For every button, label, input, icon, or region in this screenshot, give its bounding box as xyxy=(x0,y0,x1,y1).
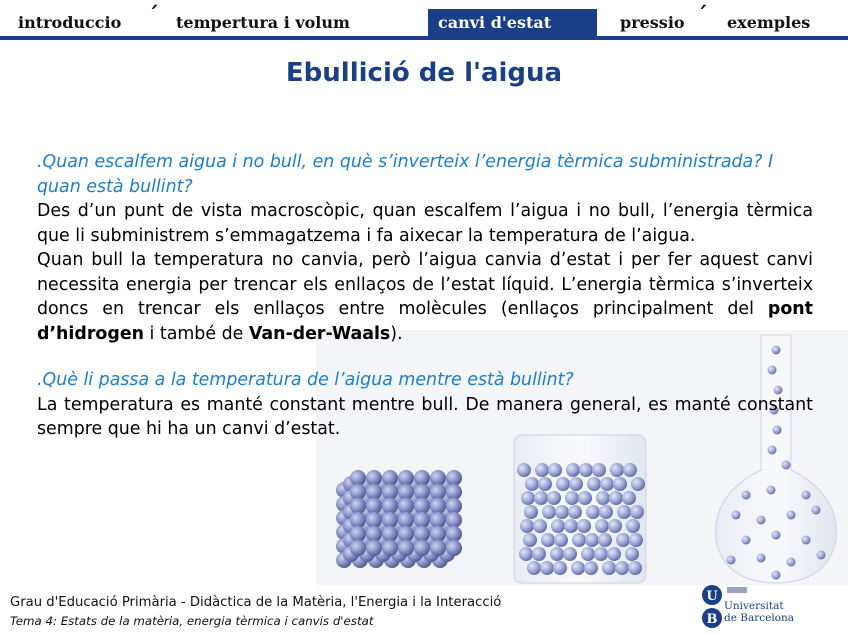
particle xyxy=(581,547,595,561)
particle xyxy=(568,505,582,519)
particle xyxy=(382,540,398,556)
particle xyxy=(550,547,564,561)
particle xyxy=(782,461,791,470)
solid-particles xyxy=(336,470,462,568)
nav-item-exemples[interactable]: exemples xyxy=(727,13,811,32)
particle xyxy=(532,547,546,561)
paragraph-2: Quan bull la temperatura no canvia, però l’aigua canvia d’estat i per fer aquest canvi necessita energia per trencar els enllaços de l’estat líquid. L’energia tèrmica s’inverteix doncs en trencar els enllaços entre molècules (enllaços principalment del pont d’hidrogen i també de Van-der-Waals). xyxy=(37,250,813,344)
particle xyxy=(414,484,430,500)
particle xyxy=(592,463,606,477)
particle xyxy=(599,505,613,519)
particle xyxy=(577,519,591,533)
particle xyxy=(772,571,781,580)
particle xyxy=(578,491,592,505)
particle xyxy=(817,551,826,560)
particle xyxy=(446,526,462,542)
footer-topic: Tema 4: Estats de la matèria, energia tèrmica i canvis d'estat xyxy=(10,614,374,628)
particle xyxy=(608,519,622,533)
particle xyxy=(542,505,556,519)
page-title: Ebullició de l'aigua xyxy=(285,58,563,88)
paragraph-1: Des d’un punt de vista macroscòpic, quan escalfem l’aigua i no bull, l’energia tèrmica que li subministrem s’emmagatzema i fa aixecar la temperatura de l’aigua. xyxy=(37,201,813,246)
particle xyxy=(613,477,627,491)
particle xyxy=(446,512,462,528)
particle xyxy=(607,547,621,561)
nav-item-canvi-estat[interactable]: canvi d'estat xyxy=(428,9,597,36)
particle xyxy=(602,561,616,575)
particle xyxy=(430,540,446,556)
particle xyxy=(540,561,554,575)
particle xyxy=(742,536,751,545)
particle xyxy=(520,519,534,533)
particle xyxy=(598,533,612,547)
particle xyxy=(628,561,642,575)
particle xyxy=(414,512,430,528)
particle xyxy=(623,463,637,477)
particle xyxy=(548,463,562,477)
liquid-beaker xyxy=(514,435,646,583)
particle xyxy=(565,491,579,505)
particle xyxy=(382,526,398,542)
particle xyxy=(629,533,643,547)
particle xyxy=(519,547,533,561)
particle xyxy=(595,519,609,533)
particle xyxy=(538,477,552,491)
particle xyxy=(610,463,624,477)
main-content xyxy=(37,150,813,442)
paragraph-3: La temperatura es manté constant mentre bull. De manera general, es manté constant sempre que hi ha un canvi d’estat. xyxy=(37,394,813,439)
particle xyxy=(787,511,796,520)
particle xyxy=(414,498,430,514)
particle xyxy=(596,491,610,505)
particle xyxy=(572,533,586,547)
particle xyxy=(398,540,414,556)
particle xyxy=(615,561,629,575)
particle xyxy=(622,491,636,505)
particle xyxy=(585,533,599,547)
particle xyxy=(366,484,382,500)
particle xyxy=(631,477,645,491)
particle xyxy=(382,484,398,500)
question-1: .Quan escalfem aigua i no bull, en què s’inverteix l’energia tèrmica subministrada? I quan està bullint? xyxy=(37,152,774,197)
particle xyxy=(772,531,781,540)
particle xyxy=(626,519,640,533)
particle xyxy=(547,491,561,505)
nav-item-temperatura-volum[interactable]: tempertura i volum xyxy=(176,13,350,32)
particle xyxy=(398,498,414,514)
particle xyxy=(382,470,398,486)
particle xyxy=(430,470,446,486)
particle xyxy=(727,556,736,565)
particle xyxy=(414,470,430,486)
particle xyxy=(625,547,639,561)
particle xyxy=(350,470,366,486)
term-hydrogen-bond: pont d’hidrogen xyxy=(37,299,813,344)
particle xyxy=(594,547,608,561)
particle xyxy=(366,470,382,486)
particle xyxy=(600,477,614,491)
particle xyxy=(787,558,796,567)
particle xyxy=(554,533,568,547)
particle xyxy=(525,477,539,491)
particle xyxy=(430,498,446,514)
top-nav xyxy=(0,0,848,40)
nav-underline xyxy=(0,36,848,40)
particle xyxy=(555,505,569,519)
particle xyxy=(446,498,462,514)
particle xyxy=(446,484,462,500)
particle xyxy=(521,491,535,505)
particle xyxy=(382,512,398,528)
question-2: .Què li passa a la temperatura de l’aigua mentre està bullint? xyxy=(37,370,574,390)
nav-accent-mark: ´ xyxy=(697,3,708,29)
particle xyxy=(534,491,548,505)
particle xyxy=(768,446,777,455)
particle xyxy=(398,512,414,528)
particle xyxy=(527,561,541,575)
particle xyxy=(414,540,430,556)
particle xyxy=(757,554,766,563)
particle xyxy=(757,516,766,525)
particle xyxy=(617,505,631,519)
particle xyxy=(350,498,366,514)
particle xyxy=(382,498,398,514)
particle xyxy=(524,505,538,519)
particle xyxy=(584,561,598,575)
particle xyxy=(446,470,462,486)
svg-text:U: U xyxy=(706,589,718,604)
particle xyxy=(366,512,382,528)
particle xyxy=(398,484,414,500)
particle xyxy=(350,512,366,528)
particle xyxy=(566,463,580,477)
particle xyxy=(430,512,446,528)
svg-text:B: B xyxy=(706,612,718,627)
particle xyxy=(533,519,547,533)
particle xyxy=(630,505,644,519)
particle xyxy=(523,533,537,547)
particle xyxy=(430,484,446,500)
particle xyxy=(553,561,567,575)
particle xyxy=(430,526,446,542)
particle xyxy=(742,491,751,500)
particle xyxy=(802,536,811,545)
particle xyxy=(563,547,577,561)
term-van-der-waals: Van-der-Waals xyxy=(248,323,391,344)
particle xyxy=(366,526,382,542)
particle xyxy=(579,463,593,477)
nav-accent-mark: ´ xyxy=(148,3,159,29)
particle xyxy=(569,477,583,491)
particle xyxy=(571,561,585,575)
footer-course: Grau d'Educació Primària - Didàctica de la Matèria, l'Energia i la Interacció xyxy=(10,595,502,610)
particle xyxy=(609,491,623,505)
particle xyxy=(587,477,601,491)
particle xyxy=(586,505,600,519)
particle xyxy=(366,540,382,556)
nav-item-introduccio[interactable]: introduccio xyxy=(18,13,122,32)
particle xyxy=(551,519,565,533)
particle xyxy=(398,470,414,486)
particle xyxy=(616,533,630,547)
particle xyxy=(350,540,366,556)
particle xyxy=(398,526,414,542)
particle xyxy=(350,526,366,542)
nav-item-pressio[interactable]: pressio xyxy=(620,13,685,32)
particle xyxy=(414,526,430,542)
particle xyxy=(802,491,811,500)
particle xyxy=(535,463,549,477)
logo-text: Universitat de Barcelona xyxy=(724,600,795,624)
particle xyxy=(541,533,555,547)
particle xyxy=(564,519,578,533)
particle xyxy=(767,486,776,495)
particle xyxy=(350,484,366,500)
particle xyxy=(366,498,382,514)
particle xyxy=(556,477,570,491)
particle xyxy=(732,511,741,520)
particle xyxy=(812,506,821,515)
particle xyxy=(517,463,531,477)
particle xyxy=(446,540,462,556)
